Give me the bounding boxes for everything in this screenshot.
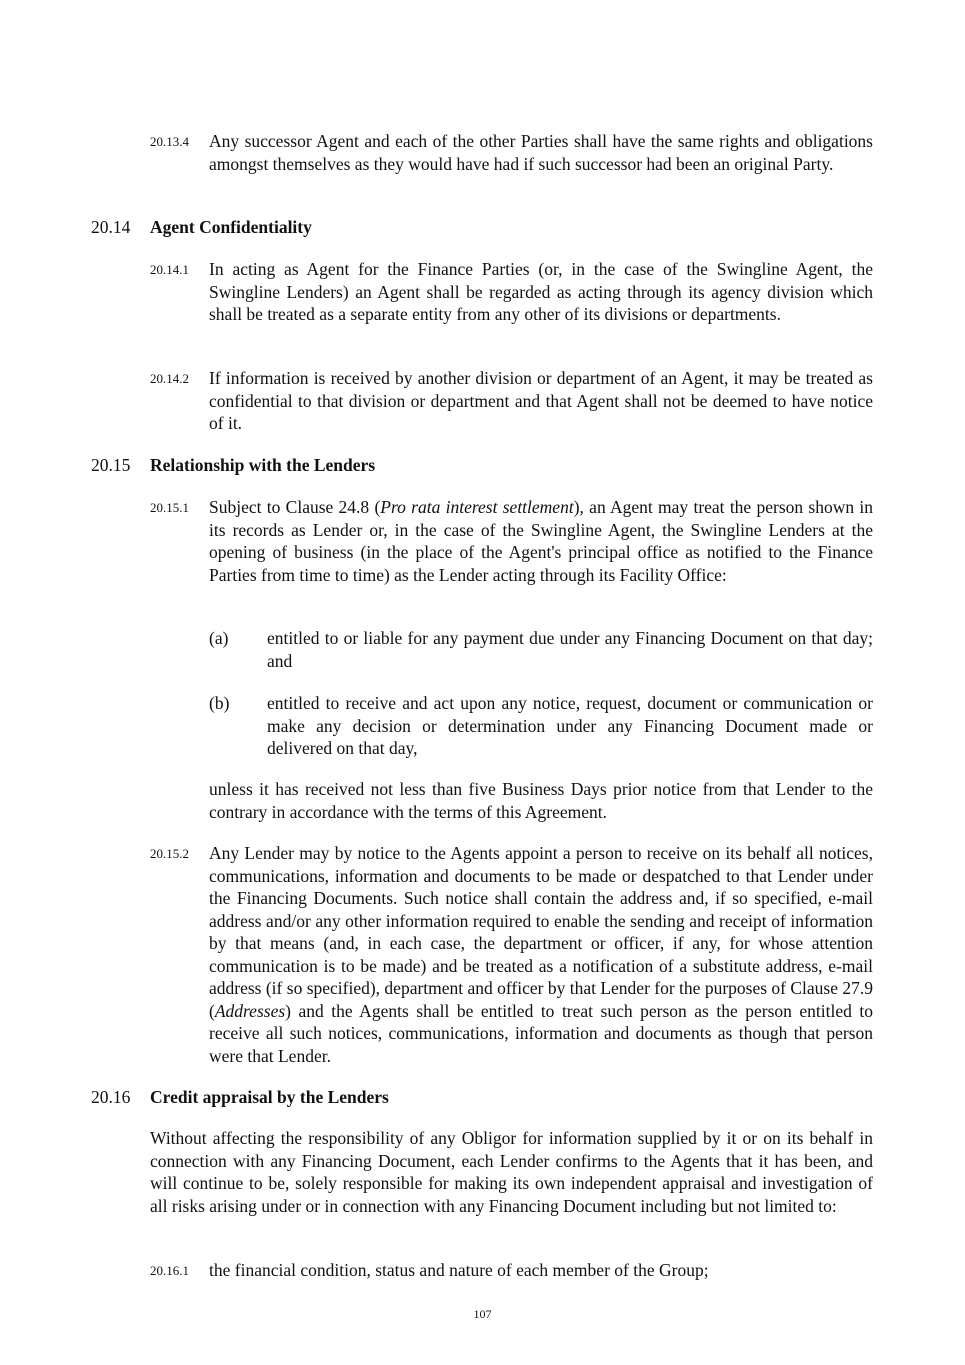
section-title-20-16: Credit appraisal by the Lenders	[150, 1087, 389, 1107]
clause-number-20-16-1: 20.16.1	[150, 1263, 189, 1278]
subclause-text-a: entitled to or liable for any payment due under any Financing Document on that day; and	[267, 628, 873, 671]
subclause-text-b: entitled to receive and act upon any notice, request, document or communication or make any decision or determination under any Financing Document made or delivered on that day,	[267, 693, 873, 758]
clause-text-20-15-1	[209, 496, 873, 586]
section-number-20-14: 20.14	[91, 217, 131, 237]
clause-ref-pro-rata: Pro rata interest settlement	[380, 497, 574, 517]
section-number-20-15: 20.15	[91, 455, 131, 475]
section-number-20-16: 20.16	[91, 1087, 131, 1107]
subclause-label-a: (a)	[209, 628, 229, 648]
section-title-20-14: Agent Confidentiality	[150, 217, 312, 237]
clause-text-20-14-1: In acting as Agent for the Finance Parties (or, in the case of the Swingline Agent, the Swingline Lenders) an Agent shall be regarded as acting through its agency division which shall be treated as a separate entity from any other of its divisions or departments.	[209, 259, 873, 324]
clause-text-20-15-2-post: ) and the Agents shall be entitled to treat such person as the person entitled to receive all such notices, communications, information and documents as though that person were that Lender.	[209, 1000, 873, 1066]
clause-text-20-13-4: Any successor Agent and each of the other Parties shall have the same rights and obligations amongst themselves as they would have had if such successor had been an original Party.	[209, 131, 873, 174]
clause-text-20-14-2: If information is received by another division or department of an Agent, it may be treated as confidential to that division or department and that Agent shall not be deemed to have notice of it.	[209, 368, 873, 433]
clause-text-20-15-2	[209, 842, 873, 1067]
clause-20-15-1-tail: unless it has received not less than five Business Days prior notice from that Lender to the contrary in accordance with the terms of this Agreement.	[209, 779, 873, 822]
clause-text-20-15-1-post: ), an Agent may treat the person shown in its records as Lender or, in the case of the Swingline Agent, the Swingline Lenders at the opening of business (in the place of the Agent's principal office as notified to the Finance Parties from time to time) as the Lender acting through its Facility Office:	[209, 497, 873, 585]
clause-ref-addresses: Addresses	[214, 1000, 286, 1021]
clause-number-20-14-1: 20.14.1	[150, 262, 189, 277]
section-20-16-paragraph: Without affecting the responsibility of any Obligor for information supplied by it or on its behalf in connection with any Financing Document, each Lender confirms to the Agents that it has been, and will continue to be, solely responsible for making its own independent appraisal and investigation of all risks arising under or in connection with any Financing Document including but not limited to:	[150, 1128, 873, 1216]
clause-number-20-15-1: 20.15.1	[150, 500, 189, 515]
clause-number-20-13-4: 20.13.4	[150, 134, 189, 149]
page-number: 107	[473, 1307, 492, 1321]
section-title-20-15: Relationship with the Lenders	[150, 455, 376, 475]
clause-text-20-15-1-pre: Subject to Clause 24.8 (	[209, 497, 381, 517]
subclause-label-b: (b)	[209, 693, 230, 713]
clause-text-20-16-1: the financial condition, status and nature of each member of the Group;	[209, 1260, 709, 1280]
clause-number-20-15-2: 20.15.2	[150, 846, 189, 861]
clause-number-20-14-2: 20.14.2	[150, 371, 189, 386]
clause-text-20-15-2-pre: Any Lender may by notice to the Agents appoint a person to receive on its behalf all notices, communications, information and documents to be made or despatched to that Lender under the Financing Documents. Such notice shall contain the address and, if so specified, e-mail address and/or any other information required to enable the sending and receipt of information by that means (and, in each case, the department or officer, if any, for whose attention communication is to be made) and be treated as a notification of a substitute address, e-mail address (if so specified), department and officer by that Lender for the purposes of Clause 27.9 (	[209, 843, 873, 1021]
